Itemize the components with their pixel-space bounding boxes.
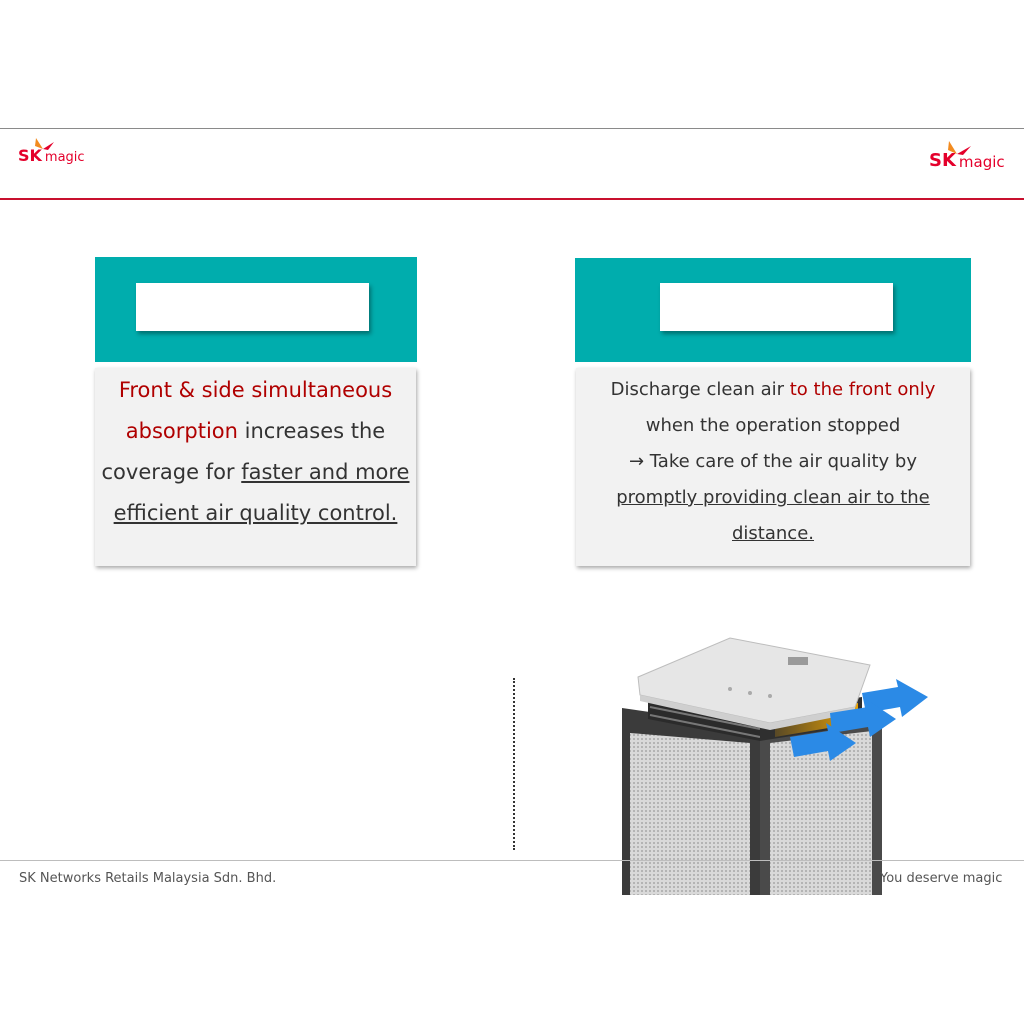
butterfly-icon — [945, 139, 975, 159]
slide — [0, 128, 1024, 895]
left-line3-plain: coverage for — [101, 460, 242, 484]
logo-sk-text: SK — [18, 146, 42, 165]
logo-sk-text: SK — [929, 150, 956, 171]
header-red-rule — [0, 198, 1024, 200]
logo-magic-text: magic — [958, 153, 1005, 171]
butterfly-icon — [32, 136, 58, 154]
left-feature-card — [95, 368, 416, 566]
footer-company: SK Networks Retails Malaysia Sdn. Bhd. — [19, 871, 277, 886]
right-line1-highlight: to the front only — [789, 379, 936, 400]
dotted-divider — [513, 678, 515, 850]
left-title-tab — [136, 283, 369, 331]
sk-magic-logo-right — [929, 150, 1005, 171]
right-line3: → Take care of the air quality by — [628, 451, 918, 472]
left-line3-underlined: faster and more — [241, 460, 410, 484]
right-line1-plain: Discharge clean air — [610, 379, 790, 400]
footer-tagline: You deserve magic — [880, 871, 1003, 886]
logo-magic-text: magic — [44, 150, 85, 165]
top-rule — [0, 128, 1024, 129]
right-title-tab — [660, 283, 893, 331]
right-line5-underlined: distance. — [732, 523, 814, 544]
left-line1: Front & side simultaneous — [118, 378, 393, 402]
right-line2: when the operation stopped — [645, 415, 901, 436]
left-line2-rest: increases the — [237, 419, 386, 443]
footer-rule — [0, 860, 1024, 861]
right-feature-card — [576, 368, 970, 566]
right-line4-underlined: promptly providing clean air to the — [616, 487, 930, 508]
air-purifier-image — [600, 633, 940, 895]
left-line4-underlined: efficient air quality control. — [113, 501, 398, 525]
left-line2-highlight: absorption — [125, 419, 238, 443]
sk-magic-logo-left — [18, 146, 85, 165]
